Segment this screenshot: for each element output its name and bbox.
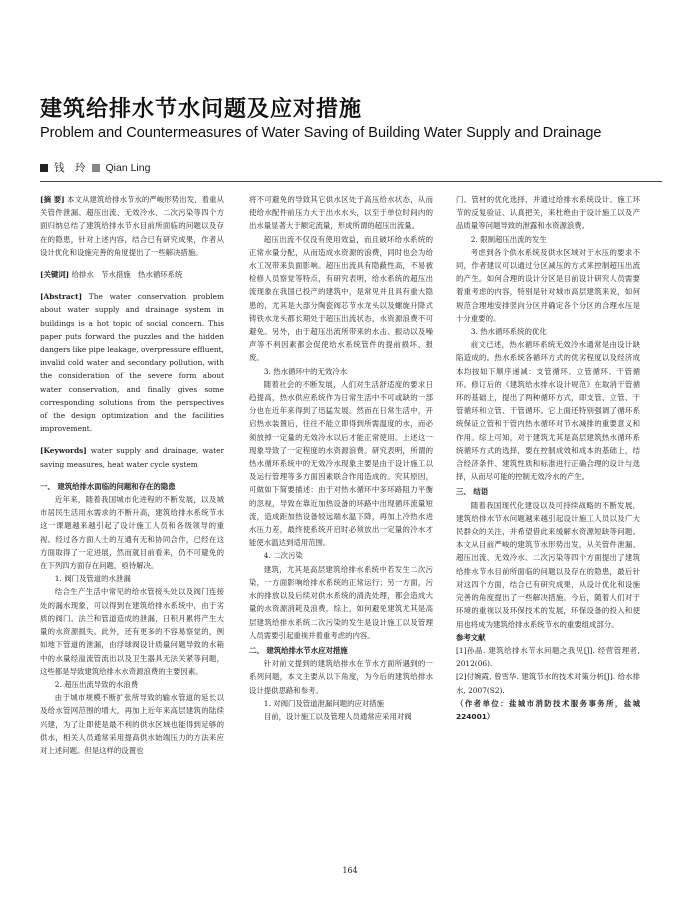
author-line [40, 160, 150, 175]
body-paragraph: 建筑，尤其是高层建筑给排水系统中若发生二次污染，一方面影响给排水系统的正常运行；另一方面，污水的排放以及后续对供水系统的清洗处理，都会造成大量的水资源消耗及浪费。综上，如何避免建筑尤其是高层建筑给排水系统二次污染的发生是设计施工以及管理人员需要引起重视并着重考虑的内容。 [249, 564, 433, 640]
abstract-label: [摘 要] [40, 195, 65, 204]
subsection-heading: 2. 限制超压出流的发生 [470, 234, 547, 244]
section-heading-3: 三、 结语 [456, 487, 489, 497]
body-paragraph: 目前，设计施工以及管理人员通常应采用对阀 [263, 711, 412, 721]
body-paragraph: 针对前文提到的建筑给排水在节水方面所遇到的一系列问题，本文主要从以下角度，为今后的建筑给排水设计提供思路和参考。 [249, 659, 433, 695]
abstract-en-label: [Abstract] [40, 292, 83, 302]
keywords-label: [关键词] [40, 270, 70, 280]
reference-item: [1]孙晶. 建筑给排水节水问题之我见[J]. 经营管理者, 2012(06). [456, 645, 640, 669]
keywords-text: 给排水 节水措施 热水循环系统 [71, 270, 183, 280]
author-affiliation: （作者单位：盐城市消防技术服务事务所，盐城 224001） [456, 698, 640, 721]
abstract-text: 本文从建筑给排水节水的严峻形势出发，着重从关管件泄漏、超压出流、无效冷水、二次污染等四个方面归纳总结了建筑给排水节水目前所面临的问题以及存在的隐患，针对上述内容，结合已有研究成果，作者从设计优化和设施完善的角度提出了一些解决措施。 [40, 195, 224, 257]
keywords-en-text: water supply and drainage, water saving measures, heat water cycle system [40, 446, 224, 469]
subsection-heading: 1. 阀门及管道的水泄漏 [54, 574, 131, 584]
author-bullet-icon [92, 164, 100, 172]
author-name-english: Qian Ling [105, 161, 151, 174]
body-paragraph: 随着社会的不断发展，人们对生活舒适度的要求日趋提高，热水供应系统作为日常生活中不可或缺的一部分也在近年来得到了迅猛发展。然而在日常生活中，开启热水装置后，往往不能立即得到所需温度的水，而必须放掉一定量的无效冷水以后才能正常使用。上述这一现象导致了一定程度的水资源浪费。研究表明，所谓的热水循环系统中的无效冷水现象主要是由于设计施工以及运行管理等多方面因素联合作用造成的。究其原因，可做如下简要描述：由于对热水循环中多环路阻力平衡的忽视，导致在靠近加热设备的环路中出现循环流量短流，造成距加热设备较远端水温下降，再加上冷热水进水压力差，最终使系统开启时必须放出一定量的冷水才能使水温达到适用范围。 [249, 379, 433, 548]
abstract-english [40, 290, 224, 435]
keywords-en-label: [Keywords] [40, 446, 87, 456]
subsection-heading: 1. 对阀门及管道泄漏问题的应对措施 [263, 698, 385, 708]
body-paragraph: 前文已述，热水循环系统无效冷水通常是由设计缺陷造成的。热水系统各循环方式的优劣程度以及经济成本均按如下顺序递减：支管循环、立管循环、干管循环。修订后的《建筑给水排水设计规范》在取消干管循环的基础上，提出了两种循环方式，即支管、立管、干管循环和立管、干管循环。它上面还特别强调了循环系统保证立管和干管内热水循环对节水减排的重要意义和作用。综上可知，对于建筑尤其是高层建筑热水循环系统循环方式的选择，要在控制成效和成本的基础上，结合经济条件、建筑性质和标准进行正确合理的设计与选择，从而尽可能的控制无效冷水的产生。 [456, 340, 640, 482]
column-middle [249, 193, 433, 723]
subsection-heading: 4. 二次污染 [263, 551, 303, 561]
body-paragraph: 超压出流不仅没有使用效益，而且破坏给水系统的正常水量分配，从而造成水资源的浪费，同时也会为给水工况带来负面影响。超压出流具有隐蔽性高，不易被检修人员察觉等特点，有研究表明，给水系统的超压出流现象在我国已投产的建筑中，是常见并且具有重大隐患的，尤其是大部分陶瓷阀芯节水龙头以及螺旋升降式铸铁水龙头都长期处于超压出流状态，水资源浪费不可避免。另外，由于超压出流所带来的水击、振动以及噪声等不利因素都会促使给水系统管件的提前损坏、报废。 [249, 234, 433, 363]
column-right [456, 193, 640, 723]
author-name-chinese: 钱 玲 [54, 162, 86, 174]
column-left [40, 193, 224, 757]
paper-title-chinese: 建筑给排水节水问题及应对措施 [40, 97, 363, 122]
paper-title-english: Problem and Countermeasures of Water Saving of Building Water Supply and Drainage [40, 125, 602, 141]
subsection-heading: 3. 热水循环中的无效冷水 [263, 366, 348, 376]
subsection-heading: 3. 热水循环系统的优化 [470, 327, 547, 337]
reference-item: [2]付婉霞, 曾雪华. 建筑节水的技术对策分析[J]. 给水排水, 2007(S2). [456, 672, 640, 695]
abstract-chinese [40, 193, 224, 259]
page-number: 164 [342, 866, 358, 875]
body-paragraph: 随着我国现代化建设以及可持续战略的不断发展，建筑给排水节水问题越来越引起设计施工人员以及广大民群众的关注，并希望借此来缓解水资源短缺等问题。本文从目前严峻的建筑节水形势出发，从关管件泄漏、超压出流、无效冷水、二次污染等四个方面提出了建筑给排水节水目前所面临的问题以及存在的隐患，最后针对这四个方面，结合已有研究成果，从设计优化和设施完善的角度提出了一些解决措施。今后，随着人们对于环境的重视以及环保技术的发展，环保设备的投入和使用也将成为建筑给排水系统节水的重要组成部分。 [456, 500, 640, 629]
body-paragraph: 近年来，随着我国城市化进程的不断发展，以及城市居民生活用水需求的不断升高，建筑给排水系统节水这一课题越来越引起了设计施工人员和各级领导的重视。经过各方面人士的互通有无和协同合作，已经在这方面取得了一定进展，然而就目前看来，仍不可避免的在下列四方面存在问题，亟待解决。 [40, 495, 224, 571]
abstract-en-text: The water conservation problem about water supply and drainage system in buildings is a hot topic of social concern. This paper puts forward the puzzles and the hidden dangers like pipe leakage, overpressure effluent, invalid cold water and secondary pollution, with the consideration of the severe form about water conservation, and finally gives some corresponding solutions from the perspectives of the design optimization and the facilities improvement. [40, 292, 224, 434]
body-paragraph: 结合生产生活中常见的给水管接头处以及阀门连接处的漏水现象，可以得到在建筑给排水系统中，由于劣质的阀门、法兰和管道造成的泄漏，日积月累将产生大量的水资源损失。此外，还有更多的不容易察觉的，例如地下管道的泄漏，由浮球阀设计质量问题导致的水箱中的水量经溢流管流出以及卫生器具无法关紧等问题，这些都是导致建筑给排水水资源浪费的主要因素。 [40, 587, 224, 676]
body-paragraph: 考虑到各个供水系统及供水区域对于水压的要求不同，作者建议可以通过分区减压的方式来控制超压出流的产生。如何合理的设计分区是目前设计研究人员需要着重考虑的内容，特别是针对城市高层建筑来说，如何规范合理地安排竖向分区并确定各个分区的合理水压是十分重要的。 [456, 247, 640, 323]
author-bullet-icon [40, 164, 48, 172]
keywords-english [40, 444, 224, 470]
body-paragraph: 门、管材的优化选择，并通过给排水系统设计、施工环节的反复验证、认真把关，来杜绝由于设计施工以及产品质量等问题导致的泄露和水资源浪费。 [456, 195, 640, 231]
body-paragraph: 由于城市规模不断扩张所导致的输水管道的延长以及给水管网范围的增大，再加上近年来高层建筑的陆续兴建，为了让即使是最不利的供水区域也能得到足够的供水，相关人员通常采用提高供水始端压力的方法来应对上述问题。但是这样的设置也 [40, 693, 224, 755]
references-heading: 参考文献 [456, 632, 486, 642]
keywords-chinese [40, 268, 224, 281]
section-heading-2: 二、 建筑给排水节水应对措施 [249, 645, 348, 655]
section-heading-1: 一、 建筑给排水面临的问题和存在的隐患 [40, 481, 176, 491]
subsection-heading: 2. 超压出流导致的水浪费 [54, 679, 139, 689]
body-paragraph: 将不可避免的导致其它供水区处于高压给水状态，从而使给水配件前压力大于出水水头，以至于单位时间内的出水量显著大于额定流量，形成所谓的超压出流量。 [249, 195, 433, 231]
header-divider [40, 181, 662, 182]
